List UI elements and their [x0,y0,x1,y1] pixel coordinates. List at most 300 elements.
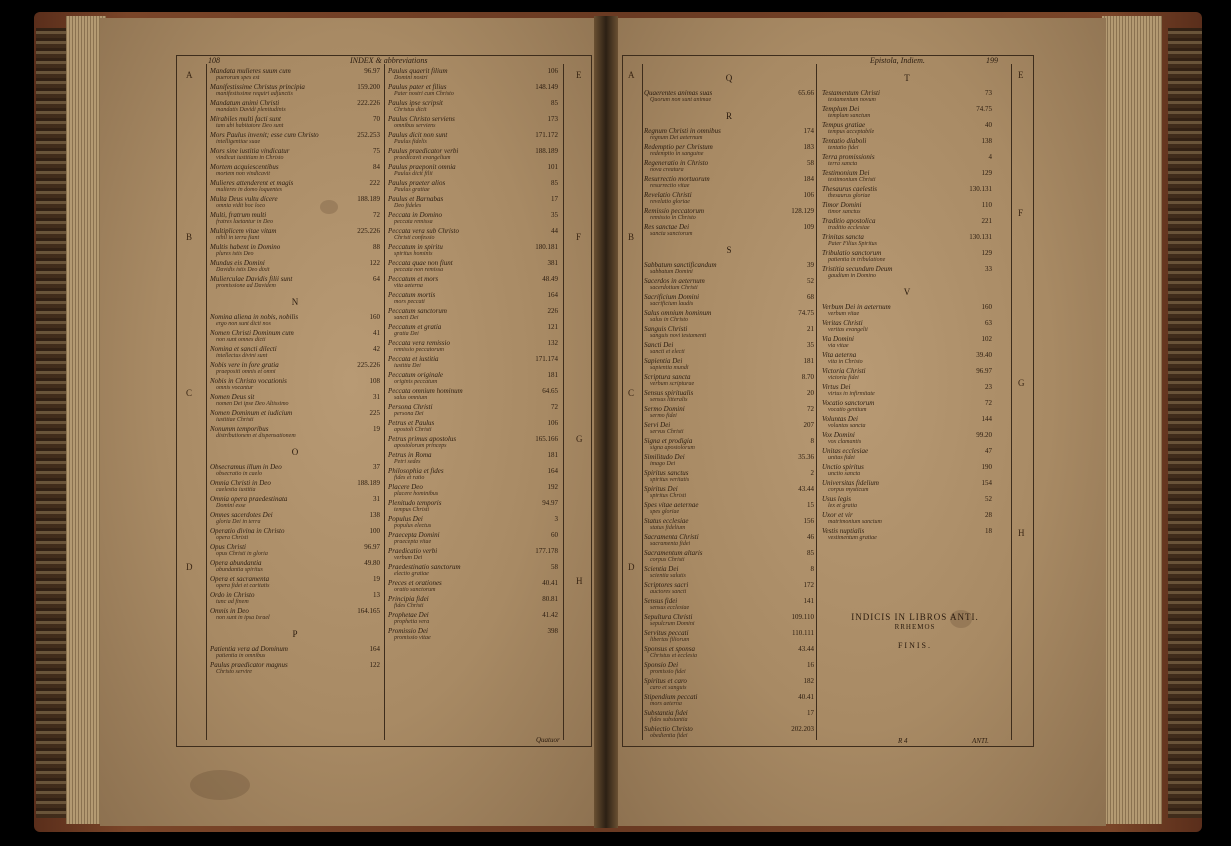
index-entry [208,543,382,559]
index-entry-page-ref: 19 [373,425,380,433]
margin-letter: A [628,70,635,80]
margin-letter: A [186,70,193,80]
index-entry-term: Paulus pater et filius [388,83,447,91]
index-entry [386,595,560,611]
right-page-edges [1102,16,1162,824]
index-entry-subline: corpus mysticum [828,487,869,493]
index-entry [642,277,816,293]
index-entry-subline: omnis vocantur [216,385,254,391]
index-entry-term: Regnum Christi in omnibus [644,127,721,135]
index-entry-term: Templum Dei [822,105,860,113]
index-entry-term: Peccata vera remissio [388,339,450,347]
index-entry-term: Remissio peccatorum [644,207,705,215]
margin-letter: F [576,232,582,242]
index-entry [386,323,560,339]
index-entry-term: Veritas Christi [822,319,863,327]
index-entry-subline: sancti Dei [394,315,419,321]
index-entry [642,709,816,725]
index-entry [208,329,382,345]
index-entry [208,147,382,163]
index-entry-page-ref: 52 [985,495,992,503]
index-entry [208,259,382,275]
index-entry-term: Sacramentum altaris [644,549,703,557]
index-entry-term: Multa Deus vultu dicere [210,195,278,203]
index-entry [642,143,816,159]
index-entry-page-ref: 221 [981,217,992,225]
index-entry-page-ref: 141 [803,597,814,605]
index-entry [208,575,382,591]
index-entry-subline: victoria fidei [828,375,859,381]
index-entry-page-ref: 41 [373,329,380,337]
index-entry-subline: Pater nostri cum Christo [394,91,454,97]
index-entry-subline: Christi confessio [394,235,435,241]
margin-letter: B [628,232,635,242]
index-entry-term: Mulieres attenderent et magis [210,179,294,187]
index-entry-page-ref: 207 [803,421,814,429]
index-entry-page-ref: 154 [981,479,992,487]
index-entry [820,201,994,217]
index-entry [642,693,816,709]
index-entry-page-ref: 225.226 [357,227,380,235]
index-entry-page-ref: 182 [803,677,814,685]
index-entry-subline: promissione ad Davidem [216,283,276,289]
index-entry-subline: distributionem et dispensationem [216,433,296,439]
index-entry-page-ref: 110 [981,201,992,209]
index-entry [208,425,382,441]
index-entry-page-ref: 180.181 [535,243,558,251]
margin-letter: D [628,562,635,572]
index-entry-subline: sabbatum Domini [650,269,693,275]
index-entry [386,275,560,291]
index-entry-term: Vox Domini [822,431,855,439]
finis-label: FINIS. [897,641,932,650]
index-entry-subline: sacerdotium Christi [650,285,698,291]
index-entry-page-ref: 122 [369,259,380,267]
index-entry-subline: vita in Christo [828,359,863,365]
index-entry-subline: fides substantia [650,717,688,723]
index-entry [820,527,994,543]
index-entry [642,677,816,693]
index-entry-subline: non sunt in ipsa Israel [216,615,270,621]
index-entry-page-ref: 19 [373,575,380,583]
index-entry-subline: iustitiae Christi [216,417,254,423]
index-entry-subline: peccata non remissa [394,267,444,273]
index-entry-subline: virtus in infirmitate [828,391,875,397]
index-entry-subline: patientia in omnibus [216,653,266,659]
index-entry-page-ref: 96.97 [364,67,380,75]
left-index-column-2 [386,67,560,643]
index-entry-term: Sacrificium Domini [644,293,700,301]
index-entry [208,463,382,479]
index-entry-subline: spiritus veritatis [650,477,690,483]
index-entry-subline: sapientia mundi [650,365,689,371]
index-entry-term: Nomen Christi Dominum cum [210,329,294,337]
index-end-block [822,612,1008,650]
left-column-rule [384,64,385,740]
index-entry-page-ref: 138 [981,137,992,145]
index-entry [208,409,382,425]
index-entry [208,661,382,677]
index-entry-term: Unitas ecclesiae [822,447,869,455]
index-entry-page-ref: 99.20 [976,431,992,439]
index-entry [642,549,816,565]
index-entry-subline: gloria Dei in terra [216,519,261,525]
index-entry-page-ref: 130.131 [969,185,992,193]
index-entry-subline: omnia vidit hoc loco [216,203,266,209]
index-entry-page-ref: 101 [547,163,558,171]
index-entry [642,261,816,277]
index-entry-page-ref: 144 [981,415,992,423]
section-letter-heading: O [291,447,299,457]
index-entry-page-ref: 108 [369,377,380,385]
index-entry [820,217,994,233]
index-entry-term: Peccatum et mors [388,275,439,283]
index-entry [386,483,560,499]
index-entry-subline: Petri sedes [394,459,421,465]
index-entry-page-ref: 160 [981,303,992,311]
index-entry-subline: ergo non sunt dicti nos [216,321,271,327]
index-entry-subline: regnum Dei aeternum [650,135,703,141]
index-entry-page-ref: 225.226 [357,361,380,369]
index-entry-term: Paulus praedicator magnus [210,661,288,669]
index-entry-term: Mandatum animi Christi [210,99,280,107]
index-entry-page-ref: 225 [369,409,380,417]
index-entry-term: Tempus gratiae [822,121,866,129]
index-entry [820,265,994,281]
section-letter-heading: Q [725,73,733,83]
index-entry-page-ref: 8.70 [801,373,814,381]
index-entry [208,67,382,83]
left-index-column-1 [208,67,382,677]
index-entry-page-ref: 8 [810,565,814,573]
index-entry-term: Opus Christi [210,543,246,551]
index-entry-subline: Paulus fidelis [394,139,427,145]
index-entry-term: Peccata omnium hominum [388,387,463,395]
index-entry [208,559,382,575]
index-entry-subline: tam ubi habitatore Deo sunt [216,123,284,129]
index-entry-term: Peccata quae non fiunt [388,259,453,267]
index-entry-subline: manifestissime requiri adjunctis [216,91,293,97]
index-entry [820,447,994,463]
index-entry-subline: placere hominibus [394,491,439,497]
index-entry [642,629,816,645]
index-entry-term: Thesaurus caelestis [822,185,878,193]
index-entry-subline: iustitia Dei [394,363,421,369]
index-entry-term: Principia fidei [388,595,429,603]
index-entry-term: Mundus eis Domini [210,259,265,267]
index-entry-subline: opera fidei et caritatis [216,583,270,589]
index-entry [820,105,994,121]
index-entry-term: Mirabiles multi facti sunt [210,115,281,123]
index-entry-page-ref: 110.111 [792,629,814,637]
index-entry-subline: oratio sanctorum [394,587,436,593]
index-entry-page-ref: 72 [373,211,380,219]
index-entry-page-ref: 65.66 [798,89,814,97]
index-entry-term: Voluntas Dei [822,415,858,423]
index-entry-term: Regeneratio in Christo [644,159,709,167]
index-entry-term: Prophetae Dei [388,611,429,619]
index-entry-subline: caelestia iustitia [216,487,256,493]
index-entry-page-ref: 165.166 [535,435,558,443]
right-page-number: 199 [986,56,998,65]
index-entry-subline: nova creatura [650,167,684,173]
index-entry [386,339,560,355]
index-entry-term: Signa et prodigia [644,437,693,445]
index-entry [386,259,560,275]
index-entry-page-ref: 64.65 [542,387,558,395]
index-entry-term: Sabbatum sanctificandum [644,261,717,269]
index-entry-subline: tempus Christi [394,507,430,513]
index-entry [208,195,382,211]
index-entry-subline: electio gratiae [394,571,429,577]
index-entry-page-ref: 164.165 [357,607,380,615]
index-entry-term: Nomen Deus sit [210,393,255,401]
index-entry [386,547,560,563]
index-entry-subline: templum sanctum [828,113,871,119]
index-entry-subline: opera Christi [216,535,249,541]
index-entry-subline: Domini esse [216,503,246,509]
index-entry-term: Multiplicem vitae vitam [210,227,277,235]
index-entry-term: Timor Domini [822,201,862,209]
index-entry-term: Petrus primus apostolus [388,435,457,443]
index-entry-term: Sacramenta Christi [644,533,699,541]
index-entry-page-ref: 18 [985,527,992,535]
index-entry-page-ref: 72 [807,405,814,413]
index-entry [642,501,816,517]
index-entry-subline: tentatio fidei [828,145,859,151]
index-entry-page-ref: 192 [547,483,558,491]
index-entry-subline: Paulus dicit filii [394,171,433,177]
index-entry-subline: status fidelium [650,525,686,531]
index-entry [820,495,994,511]
index-entry [820,233,994,249]
section-letter-heading: T [904,73,910,83]
index-entry [820,415,994,431]
index-entry-page-ref: 171.172 [535,131,558,139]
index-entry-subline: vindicat iustitiam in Christo [216,155,284,161]
index-entry-page-ref: 46 [807,533,814,541]
index-entry [642,207,816,223]
index-entry-page-ref: 37 [373,463,380,471]
index-entry-subline: vocatio gentium [828,407,867,413]
index-entry [642,581,816,597]
index-entry-term: Sponsio Dei [644,661,679,669]
index-entry-page-ref: 381 [547,259,558,267]
index-entry-term: Peccatum mortis [388,291,436,299]
index-entry [386,211,560,227]
index-entry [386,371,560,387]
index-entry [386,451,560,467]
index-entry [386,419,560,435]
index-entry-subline: intellectus divini sunt [216,353,268,359]
index-entry [386,627,560,643]
index-entry-term: Traditio apostolica [822,217,876,225]
index-entry-term: Peccata in Domino [388,211,443,219]
index-entry-term: Omnes sacerdotes Dei [210,511,273,519]
index-entry-term: Via Domini [822,335,854,343]
index-entry-page-ref: 106 [547,67,558,75]
index-entry [642,469,816,485]
index-entry-page-ref: 190 [981,463,992,471]
index-entry-subline: sermo fidei [650,413,677,419]
index-entry-term: Scientia Dei [644,565,679,573]
index-entry-page-ref: 132 [547,339,558,347]
index-entry-page-ref: 398 [547,627,558,635]
index-entry-page-ref: 222 [369,179,380,187]
index-entry [386,179,560,195]
index-entry-subline: praecepta vitae [394,539,432,545]
index-entry-subline: thesaurus gloriae [828,193,871,199]
index-entry [820,249,994,265]
index-entry-page-ref: 43.44 [798,645,814,653]
index-entry-page-ref: 28 [985,511,992,519]
index-entry-term: Universitas fidelium [822,479,879,487]
index-entry-term: Praedicatio verbi [388,547,438,555]
index-entry-page-ref: 138 [369,511,380,519]
index-entry-term: Redemptio per Christum [644,143,713,151]
index-entry [208,99,382,115]
index-entry-page-ref: 222.226 [357,99,380,107]
index-entry-term: Sanguis Christi [644,325,688,333]
index-entry [386,195,560,211]
index-entry [208,607,382,623]
index-entry [386,563,560,579]
index-entry-subline: sancti et electi [650,349,685,355]
index-entry-page-ref: 35 [807,341,814,349]
margin-letter: F [1018,208,1024,218]
index-entry-page-ref: 21 [807,325,814,333]
index-entry [386,115,560,131]
index-entry-term: Opera et sacramenta [210,575,270,583]
section-letter-heading: P [292,629,298,639]
index-entry-subline: revelatio gloriae [650,199,690,205]
index-entry-page-ref: 172 [803,581,814,589]
index-entry-term: Peccatum sanctorum [388,307,447,315]
index-entry [642,89,816,105]
index-entry [386,531,560,547]
index-entry [642,127,816,143]
index-entry-term: Res sanctae Dei [644,223,690,231]
index-entry-term: Mors sine iustitia vindicatur [210,147,290,155]
index-entry-term: Paulus et Barnabas [388,195,444,203]
margin-letter: C [186,388,193,398]
index-entry-term: Omnia Christi in Deo [210,479,271,487]
index-entry-term: Omnia opera praedestinata [210,495,288,503]
index-entry [642,325,816,341]
margin-letter: G [1018,378,1025,388]
index-entry-term: Testimonium Dei [822,169,870,177]
index-entry-subline: Christo servire [216,669,252,675]
index-entry-term: Praecepta Domini [388,531,440,539]
index-entry-subline: patientia in tribulatione [828,257,886,263]
index-entry-subline: persona Dei [394,411,424,417]
index-entry-subline: via vitae [828,343,849,349]
index-entry-term: Quaerentes animas suas [644,89,713,97]
index-entry-subline: Christus dicit [394,107,427,113]
index-entry [642,175,816,191]
index-entry-page-ref: 35.36 [798,453,814,461]
index-entry-term: Trinitas sancta [822,233,864,241]
index-entry-page-ref: 17 [551,195,558,203]
index-entry-term: Tribulatio sanctorum [822,249,882,257]
index-entry-subline: apostoli Christi [394,427,432,433]
index-entry-page-ref: 96.97 [976,367,992,375]
index-entry-term: Sepultura Christi [644,613,693,621]
index-entry-page-ref: 23 [985,383,992,391]
index-entry-subline: nomen Dei ipse Deo Altissimo [216,401,289,407]
index-entry-page-ref: 31 [373,495,380,503]
index-entry-term: Petrus et Paulus [388,419,435,427]
index-entry-subline: Domini nostri [394,75,428,81]
index-entry [386,99,560,115]
index-entry-page-ref: 173 [547,115,558,123]
index-entry-page-ref: 72 [985,399,992,407]
right-signature-mark: R 4 [898,737,908,745]
index-entry-term: Multi, fratrum multi [210,211,267,219]
index-entry [208,479,382,495]
index-entry-term: Vita aeterna [822,351,857,359]
index-entry-subline: resurrectio vitae [650,183,690,189]
index-entry-term: Paulus Christo serviens [388,115,455,123]
index-entry-page-ref: 72 [551,403,558,411]
index-entry [386,403,560,419]
index-entry-subline: vita aeterna [394,283,423,289]
index-entry-term: Spes vitae aeternae [644,501,699,509]
index-entry-page-ref: 75 [373,147,380,155]
index-entry-subline: signa apostolorum [650,445,695,451]
index-entry-page-ref: 48.49 [542,275,558,283]
index-entry-term: Testamentum Christi [822,89,880,97]
index-entry-page-ref: 188.189 [357,195,380,203]
index-entry-term: Mortem acquiescentibus [210,163,279,171]
index-entry-term: Sensus fidei [644,597,678,605]
index-entry [208,377,382,393]
index-entry [820,137,994,153]
index-entry-subline: salus in Christo [650,317,689,323]
index-entry-subline: Paulus gratiae [394,187,430,193]
index-entry-subline: caro et sanguis [650,685,687,691]
index-entry-term: Ordo in Christo [210,591,255,599]
index-entry-term: Spiritus sanctus [644,469,689,477]
index-entry-page-ref: 84 [373,163,380,171]
index-entry-page-ref: 164 [547,467,558,475]
index-entry-subline: sancta sanctorum [650,231,693,237]
index-entry [820,351,994,367]
index-entry [386,307,560,323]
left-catchword: Quatuor [536,736,560,744]
index-entry [386,579,560,595]
index-entry [386,435,560,451]
index-entry-subline: sepulcrum Domini [650,621,695,627]
index-entry-term: Multis habent in Domino [210,243,281,251]
index-entry-page-ref: 47 [985,447,992,455]
index-entry-page-ref: 31 [373,393,380,401]
index-entry-subline: terra sancta [828,161,858,167]
index-entry-term: Paulus quaerit filium [388,67,448,75]
index-entry-subline: tempus acceptabile [828,129,875,135]
index-entry-subline: mors aeterna [650,701,682,707]
index-entry [820,185,994,201]
index-entry-subline: sanguis novi testamenti [650,333,707,339]
margin-letter: D [186,562,193,572]
left-running-head: INDEX & abbreviations [350,56,428,65]
index-entry [642,661,816,677]
index-entry-subline: opus Christi in gloria [216,551,268,557]
index-entry [642,453,816,469]
index-entry-term: Petrus in Roma [388,451,432,459]
index-entry [820,511,994,527]
index-entry-term: Sponsus et sponsa [644,645,695,653]
